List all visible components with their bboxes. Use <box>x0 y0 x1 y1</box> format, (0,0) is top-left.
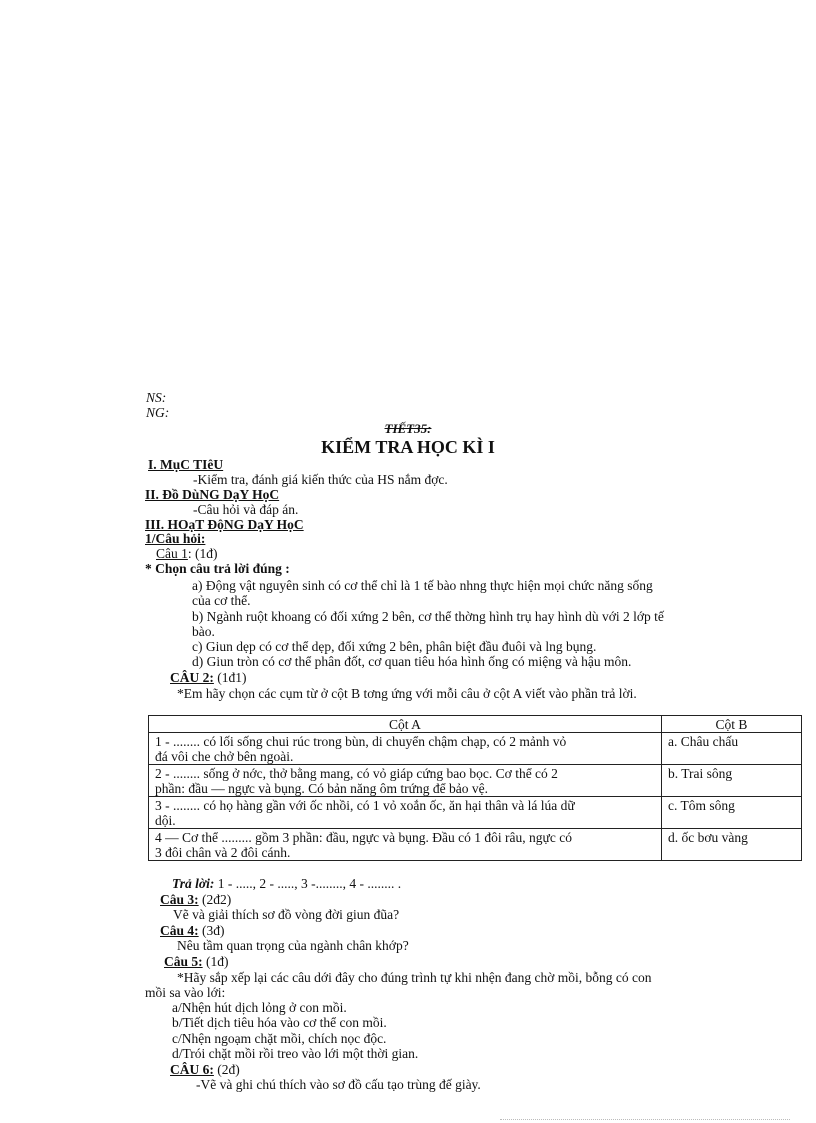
question-5-item: b/Tiết dịch tiêu hóa vào cơ thể con mồi. <box>172 1015 387 1030</box>
cell-line: 3 đôi chân và 2 đôi cánh. <box>155 845 291 860</box>
question-4-text: Nêu tầm quan trọng của ngành chân khớp? <box>177 938 409 953</box>
question-2-label: CÂU 2: <box>170 670 214 685</box>
question-5-instruction-cont: mồi sa vào lới: <box>145 985 226 1000</box>
footer-dotted-rule <box>500 1119 790 1120</box>
question-6-label: CÂU 6: <box>170 1062 214 1077</box>
question-4-label: Câu 4: <box>160 923 199 938</box>
column-b-cell: c. Tôm sông <box>662 797 802 829</box>
question-1-header <box>156 546 218 561</box>
cell-line: 4 — Cơ thể ......... gồm 3 phần: đầu, ngực và bụng. Đầu có 1 đôi râu, ngực có <box>155 830 572 845</box>
question-1-option: c) Giun dẹp có cơ thể dẹp, đối xứng 2 bên, phân biệt đầu đuôi và lng bụng. <box>192 639 597 654</box>
question-5-item: a/Nhện hút dịch lỏng ở con mồi. <box>172 1000 347 1015</box>
column-a-cell <box>149 797 662 829</box>
question-6-text: -Vẽ và ghi chú thích vào sơ đồ cấu tạo trùng đế giày. <box>196 1077 481 1092</box>
question-5-item: c/Nhện ngoạm chặt mồi, chích nọc độc. <box>172 1031 387 1046</box>
section-3-heading: III. HOạT ĐộNG DạY HọC <box>145 517 304 532</box>
question-1-option: của cơ thể. <box>192 593 251 608</box>
column-a-cell <box>149 733 662 765</box>
cell-line: đá vôi che chở bên ngoài. <box>155 749 294 764</box>
table-header-row <box>149 716 802 733</box>
question-2-instruction: *Em hãy chọn các cụm từ ở cột B tơng ứng với mỗi câu ở cột A viết vào phần trả lời. <box>177 686 637 701</box>
cell-line: 3 - ........ có họ hàng gần với ốc nhồi, có 1 vỏ xoắn ốc, ăn hại thân và lá lúa dữ <box>155 798 575 813</box>
table-row <box>149 733 802 765</box>
answer-label: Trả lời: <box>172 876 215 891</box>
question-3-label: Câu 3: <box>160 892 199 907</box>
section-2-text: -Câu hỏi và đáp án. <box>193 502 299 517</box>
answer-blanks: 1 - ....., 2 - ....., 3 -........, 4 - ........ . <box>214 876 402 891</box>
table-row <box>149 829 802 861</box>
table-row <box>149 765 802 797</box>
question-2-points: (1đ1) <box>213 670 247 685</box>
question-3-header <box>160 892 231 907</box>
column-b-cell: d. ốc bơu vàng <box>662 829 802 861</box>
column-b-cell: a. Châu chấu <box>662 733 802 765</box>
question-5-label: Câu 5: <box>164 954 203 969</box>
section-1-text: -Kiểm tra, đánh giá kiến thức của HS nắm đợc. <box>193 472 448 487</box>
column-b-header: Cột B <box>662 716 802 733</box>
cell-line: 1 - ........ có lối sống chui rúc trong bùn, di chuyển chậm chạp, có 2 mảnh vỏ <box>155 734 567 749</box>
question-6-header <box>170 1062 240 1077</box>
question-5-item: d/Trói chặt mồi rồi treo vào lới một thời gian. <box>172 1046 419 1061</box>
question-5-instruction: *Hãy sắp xếp lại các câu dới đây cho đúng trình tự khi nhện đang chờ mồi, bỗng có con <box>177 970 652 985</box>
column-a-cell <box>149 829 662 861</box>
question-1-label: Câu 1 <box>156 546 188 561</box>
ns-label: NS: <box>146 390 167 405</box>
question-5-header <box>164 954 229 969</box>
question-1-option: d) Giun tròn có cơ thể phân đốt, cơ quan tiêu hóa hình ống có miệng và hậu môn. <box>192 654 632 669</box>
column-a-cell <box>149 765 662 797</box>
page-title: KIỂM TRA HỌC KÌ I <box>321 437 495 457</box>
section-2-heading: II. Đồ DùNG DạY HọC <box>145 487 280 502</box>
question-5-points: (1đ) <box>202 954 229 969</box>
question-1-option: bào. <box>192 624 215 639</box>
question-1-option: b) Ngành ruột khoang có đối xứng 2 bên, cơ thể thờng hình trụ hay hình dù với 2 lớp tế <box>192 609 664 624</box>
table-row <box>149 797 802 829</box>
answer-line <box>172 876 401 891</box>
question-1-points: : (1đ) <box>187 546 218 561</box>
question-1-option: a) Động vật nguyên sinh có cơ thể chỉ là 1 tế bào nhng thực hiện mọi chức năng sống <box>192 578 653 593</box>
question-3-text: Vẽ và giải thích sơ đồ vòng đời giun đũa? <box>173 907 400 922</box>
matching-table <box>148 715 802 861</box>
question-6-points: (2đ) <box>213 1062 240 1077</box>
lesson-number: TIẾT35: <box>384 421 432 436</box>
cell-line: phần: đầu — ngực và bụng. Có bản năng ôm trứng để bảo vệ. <box>155 781 488 796</box>
section-1-heading: I. MụC TIêU <box>148 457 224 472</box>
column-a-header: Cột A <box>149 716 662 733</box>
question-2-header <box>170 670 247 685</box>
cell-line: dội. <box>155 813 176 828</box>
question-4-header <box>160 923 225 938</box>
question-3-points: (2đ2) <box>198 892 232 907</box>
cell-line: 2 - ........ sống ở nớc, thở bằng mang, có vỏ giáp cứng bao bọc. Cơ thể có 2 <box>155 766 558 781</box>
question-1-instruction: * Chọn câu trả lời đúng : <box>145 561 290 576</box>
column-b-cell: b. Trai sông <box>662 765 802 797</box>
questions-heading: 1/Câu hỏi: <box>145 531 206 546</box>
ng-label: NG: <box>146 405 170 420</box>
question-4-points: (3đ) <box>198 923 225 938</box>
